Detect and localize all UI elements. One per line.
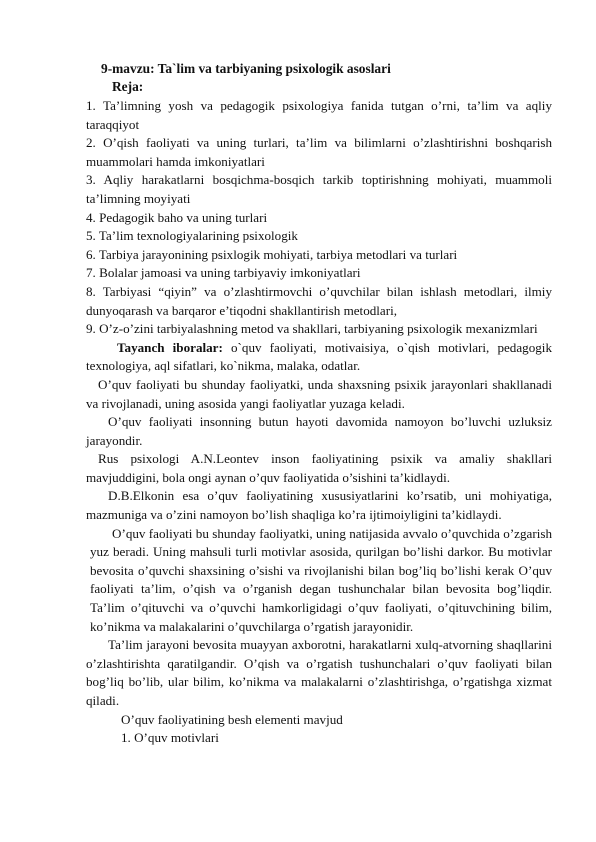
plan-heading: Reja: — [112, 79, 144, 94]
plan-item-4: 4. Pedagogik baho va uning turlari — [86, 209, 268, 225]
plan-item-1: 1. Ta’limning yosh va pedagogik psixologiya fanida tutgan o’rni, ta’lim va aqliy taraqqiyot — [86, 98, 552, 132]
paragraph-2: O’quv faoliyati insonning butun hayoti davomida namoyon bo’luvchi uzluksiz jarayondir. — [86, 414, 552, 448]
plan-item-6: 6. Tarbiya jarayonining psixlogik mohiyati, tarbiya metodlari va turlari — [86, 246, 458, 262]
closing-line-1: O’quv faoliyatining besh elementi mavjud — [121, 711, 343, 727]
keywords-text: o`quv faoliyati, motivaisiya, o`qish motivlari, pedagogik texnologiya, aql sifatlari, ko`nikma, malaka, odatlar. — [86, 339, 552, 374]
plan-item-5: 5. Ta’lim texnologiyalarining psixologik — [86, 228, 298, 244]
page-title: 9-mavzu: Ta`lim va tarbiyaning psixologik asoslari — [101, 61, 391, 76]
closing-line-2: 1. O’quv motivlari — [121, 730, 219, 746]
plan-item-7: 7. Bolalar jamoasi va uning tarbiyaviy imkoniyatlari — [86, 265, 361, 281]
plan-item-9: 9. O’z-o’zini tarbiyalashning metod va shakllari, tarbiyaning psixologik mexanizmlari — [86, 321, 538, 337]
paragraph-3: Rus psixologi A.N.Leontev inson faoliyatining psixik va amaliy shakllari mavjuddigini, bola ongi aynan o’quv faoliyatida o’sishini ta’kidlaydi. — [86, 451, 552, 485]
paragraph-6: Ta’lim jarayoni bevosita muayyan axborotni, harakatlarni xulq-atvorning shaqllarini o’zlashtirishta qaratilgandir. O’qish va o’rgatish tushunchalari o’quv faoliyati bilan bog’liq bo’lib, ular bilim, ko’nikma va malakalarni o’zlashtirishga, o’rgatishga xizmat qiladi. — [86, 637, 552, 708]
plan-item-8: 8. Tarbiyasi “qiyin” va o’zlashtirmovchi o’quvchilar bilan ishlash metodlari, ilmiy dunyoqarash va barqaror e’tiqodni shakllantirish metodlari, — [86, 283, 552, 318]
paragraph-4: D.B.Elkonin esa o’quv faoliyatining xususiyatlarini ko’rsatib, uni mohiyatiga, mazmuniga va o’zini namoyon bo’lish shaqliga ko’ra ijtimoiyligini ta’kidlaydi. — [86, 488, 552, 523]
keywords-label: Tayanch iboralar: — [117, 339, 223, 355]
document-body — [86, 97, 552, 748]
keywords-paragraph — [86, 339, 552, 376]
paragraph-5: O’quv faoliyati bu shunday faoliyatki, uning natijasida avvalo o’quvchida o’zgarish yuz beradi. Uning mahsuli turli motivlar asosida, qurilgan bo’lishi darkor. Bu motivlar bevosita o’quvchi shaxsining o’sishi va rivojlanishi bilan bog’liq bo’lishi kerak O’quv faoliyati ta’lim, o’qish va o’rganish degan tushunchalar bilan bevosita bog’liqdir. Ta’lim o’qituvchi va o’quvchi hamkorligidagi o’quv faoliyati, o’qituvchining bilim, ko’nikma va malakalarini o’quvchilarga o’rgatish jarayonidir. — [90, 525, 552, 634]
paragraph-1: O’quv faoliyati bu shunday faoliyatki, unda shaxsning psixik jarayonlari shakllanadi va rivojlanadi, uning asosida yangi faoliyatlar yuzaga keladi. — [86, 376, 552, 411]
plan-item-3: 3. Aqliy harakatlarni bosqichma-bosqich tarkib toptirishning mohiyati, muammoli ta’limning moyiyati — [86, 172, 552, 206]
plan-item-2: 2. O’qish faoliyati va uning turlari, ta’lim va bilimlarni o’zlashtirishni boshqarish muammolari hamda imkoniyatlari — [86, 135, 552, 169]
